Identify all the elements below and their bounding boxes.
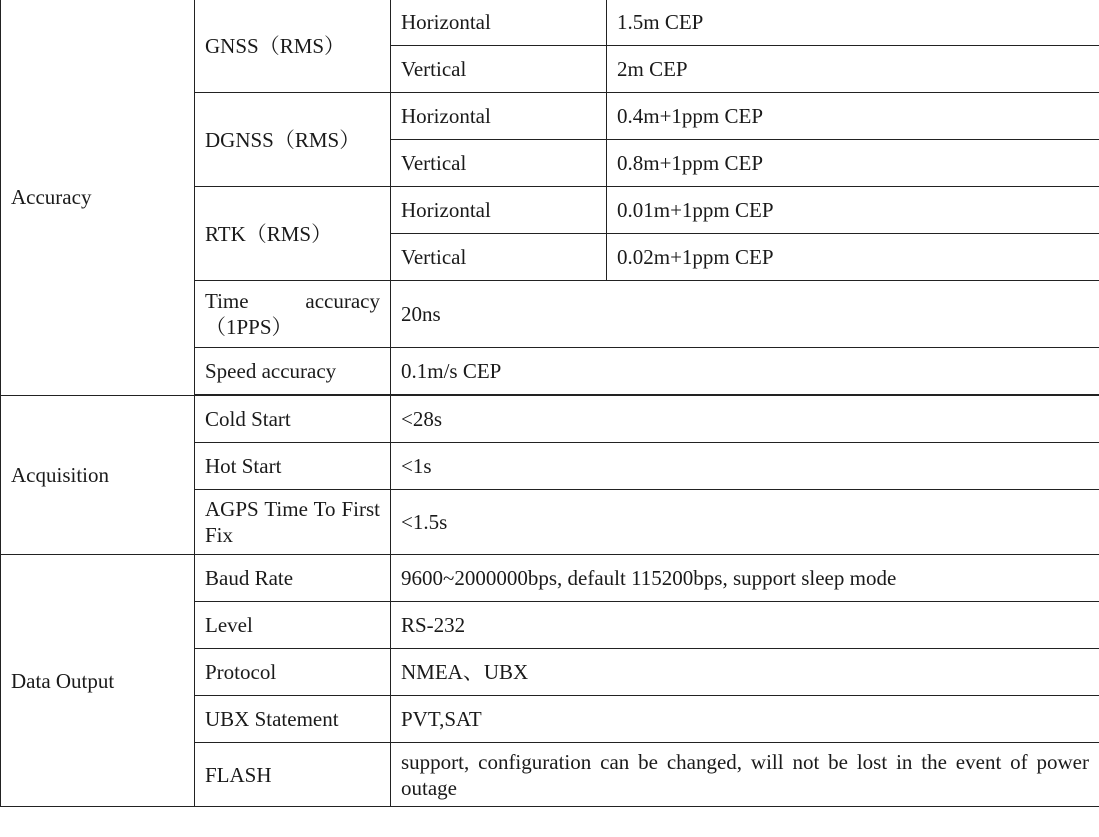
row-label: Cold Start: [195, 396, 391, 443]
row-label: Horizontal: [391, 187, 607, 234]
label-line: （1PPS）: [205, 315, 293, 339]
row-value: <1.5s: [391, 490, 1099, 555]
row-value: 0.8m+1ppm CEP: [607, 140, 1099, 187]
row-label: Horizontal: [391, 93, 607, 140]
row-value: <1s: [391, 443, 1099, 490]
row-label: Vertical: [391, 234, 607, 281]
row-value: 9600~2000000bps, default 115200bps, support sleep mode: [391, 555, 1099, 602]
category-accuracy: Accuracy: [1, 0, 195, 396]
row-label: Horizontal: [391, 0, 607, 46]
row-value: 1.5m CEP: [607, 0, 1099, 46]
row-label: Vertical: [391, 46, 607, 93]
row-value: 0.1m/s CEP: [391, 348, 1099, 395]
row-value: 0.01m+1ppm CEP: [607, 187, 1099, 234]
row-label: Level: [195, 602, 391, 649]
category-data-output: Data Output: [1, 555, 195, 807]
row-label: AGPS Time To First Fix: [195, 490, 391, 555]
row-value: 0.4m+1ppm CEP: [607, 93, 1099, 140]
row-value: RS-232: [391, 602, 1099, 649]
row-value: NMEA、UBX: [391, 649, 1099, 696]
row-label-time-accuracy: [195, 281, 391, 348]
row-value: 0.02m+1ppm CEP: [607, 234, 1099, 281]
table-row: [1, 555, 1099, 602]
row-label: Speed accuracy: [195, 348, 391, 395]
row-label: Protocol: [195, 649, 391, 696]
table-row: [1, 396, 1099, 443]
row-label: Hot Start: [195, 443, 391, 490]
group-rtk: RTK（RMS）: [195, 187, 391, 281]
category-acquisition: Acquisition: [1, 396, 195, 555]
table-row: [1, 0, 1099, 46]
group-gnss: GNSS（RMS）: [195, 0, 391, 93]
row-value: 20ns: [391, 281, 1099, 348]
row-label: Vertical: [391, 140, 607, 187]
row-value: 2m CEP: [607, 46, 1099, 93]
row-value: PVT,SAT: [391, 696, 1099, 743]
label-line: Time accuracy: [205, 289, 380, 313]
group-dgnss: DGNSS（RMS）: [195, 93, 391, 187]
row-label: UBX Statement: [195, 696, 391, 743]
row-value: support, configuration can be changed, will not be lost in the event of power outage: [391, 743, 1099, 807]
row-label: Baud Rate: [195, 555, 391, 602]
row-value: <28s: [391, 396, 1099, 443]
row-label: FLASH: [195, 743, 391, 807]
